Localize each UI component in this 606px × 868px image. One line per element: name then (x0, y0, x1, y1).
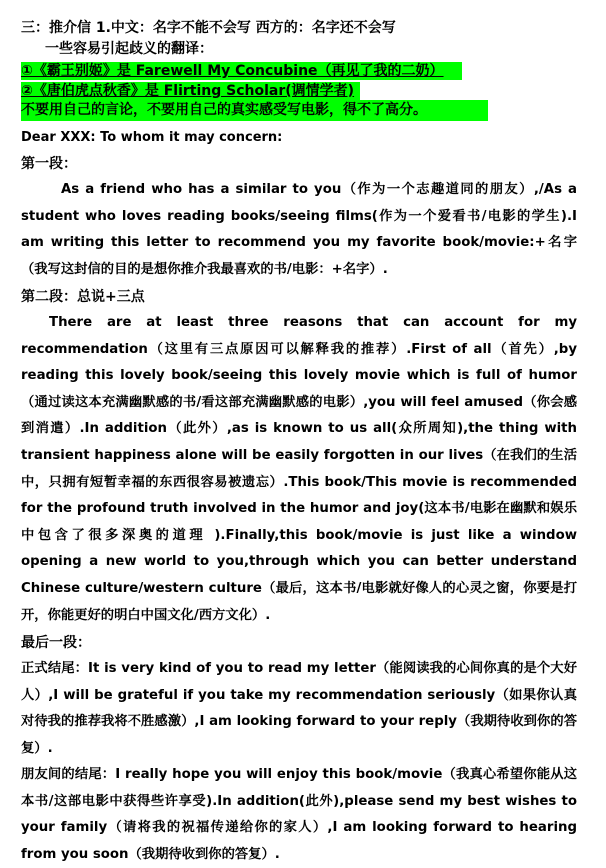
salutation: Dear XXX: To whom it may concern: (21, 130, 283, 145)
formal-closing-label: 正式结尾： (21, 661, 89, 676)
subtitle: 一些容易引起歧义的翻译： (45, 41, 213, 57)
section2-heading: 第二段：总说+三点 (21, 289, 145, 305)
section1-heading: 第一段： (21, 156, 77, 172)
formal-closing (21, 656, 577, 762)
highlight-line-1: ①《霸王别姬》是 Farewell My Concubine（再见了我的二奶） (21, 62, 462, 80)
section3-heading: 最后一段： (21, 635, 91, 651)
highlight-line-3: 不要用自己的言论，不要用自己的真实感受写电影，得不了高分。 (21, 100, 488, 121)
highlight-line-2: ②《唐伯虎点秋香》是 Flirting Scholar(调情学者) (21, 82, 360, 100)
section1-paragraph: As a friend who has a similar to you（作为一个志趣道同的朋友）,/As a student who loves reading books/seeing films(作为一个爱看书/电影的学生).I am writing this letter to recommend you my favorite book/movie:+名字（我写这封信的目的是想你推介我最喜欢的书/电影：+名字）. (21, 182, 577, 277)
section2-paragraph: There are at least three reasons that can account for my recommendation（这里有三点原因可以解释我的推荐）.First of all（首先）,by reading this lovely book/seeing this lovely movie which is full of humor（通过读这本充满幽默感的书/看这部充满幽默感的电影）,you will feel amused（你会感到消遣）.In addition（此外）,as is known to us all(众所周知),the thing with transient happiness alone will be easily forgotten in our lives（在我们的生活中，只拥有短暂幸福的东西很容易被遗忘）.This book/This movie is recommended for the profound truth involved in the humor and joy(这本书/电影在幽默和娱乐中包含了很多深奥的道理 ).Finally,this book/movie is just like a window opening a new world to you,through which you can better understand Chinese culture/western culture（最后，这本书/电影就好像人的心灵之窗，你要是打开，你能更好的明白中国文化/西方文化）. (21, 315, 577, 623)
friend-closing-text: I really hope you will enjoy this book/movie（我真心希望你能从这本书/这部电影中获得些许享受).In addition(此外),please send my best wishes to your family（请将我的祝福传递给你的家人）,I am looking forward to hearing from you soon（我期待收到你的答复）. (21, 767, 577, 862)
title-line: 三：推介信 1.中文：名字不能不会写 西方的：名字还不会写 (21, 20, 396, 36)
friend-closing-label: 朋友间的结尾： (21, 767, 116, 782)
friend-closing (21, 762, 577, 868)
formal-closing-text: It is very kind of you to read my letter（能阅读我的心间你真的是个大好人）,I will be grateful if you take my recommendation seriously（如果你认真对待我的推荐我将不胜感激）,I am looking forward to your reply（我期待收到你的答复）. (21, 661, 578, 756)
